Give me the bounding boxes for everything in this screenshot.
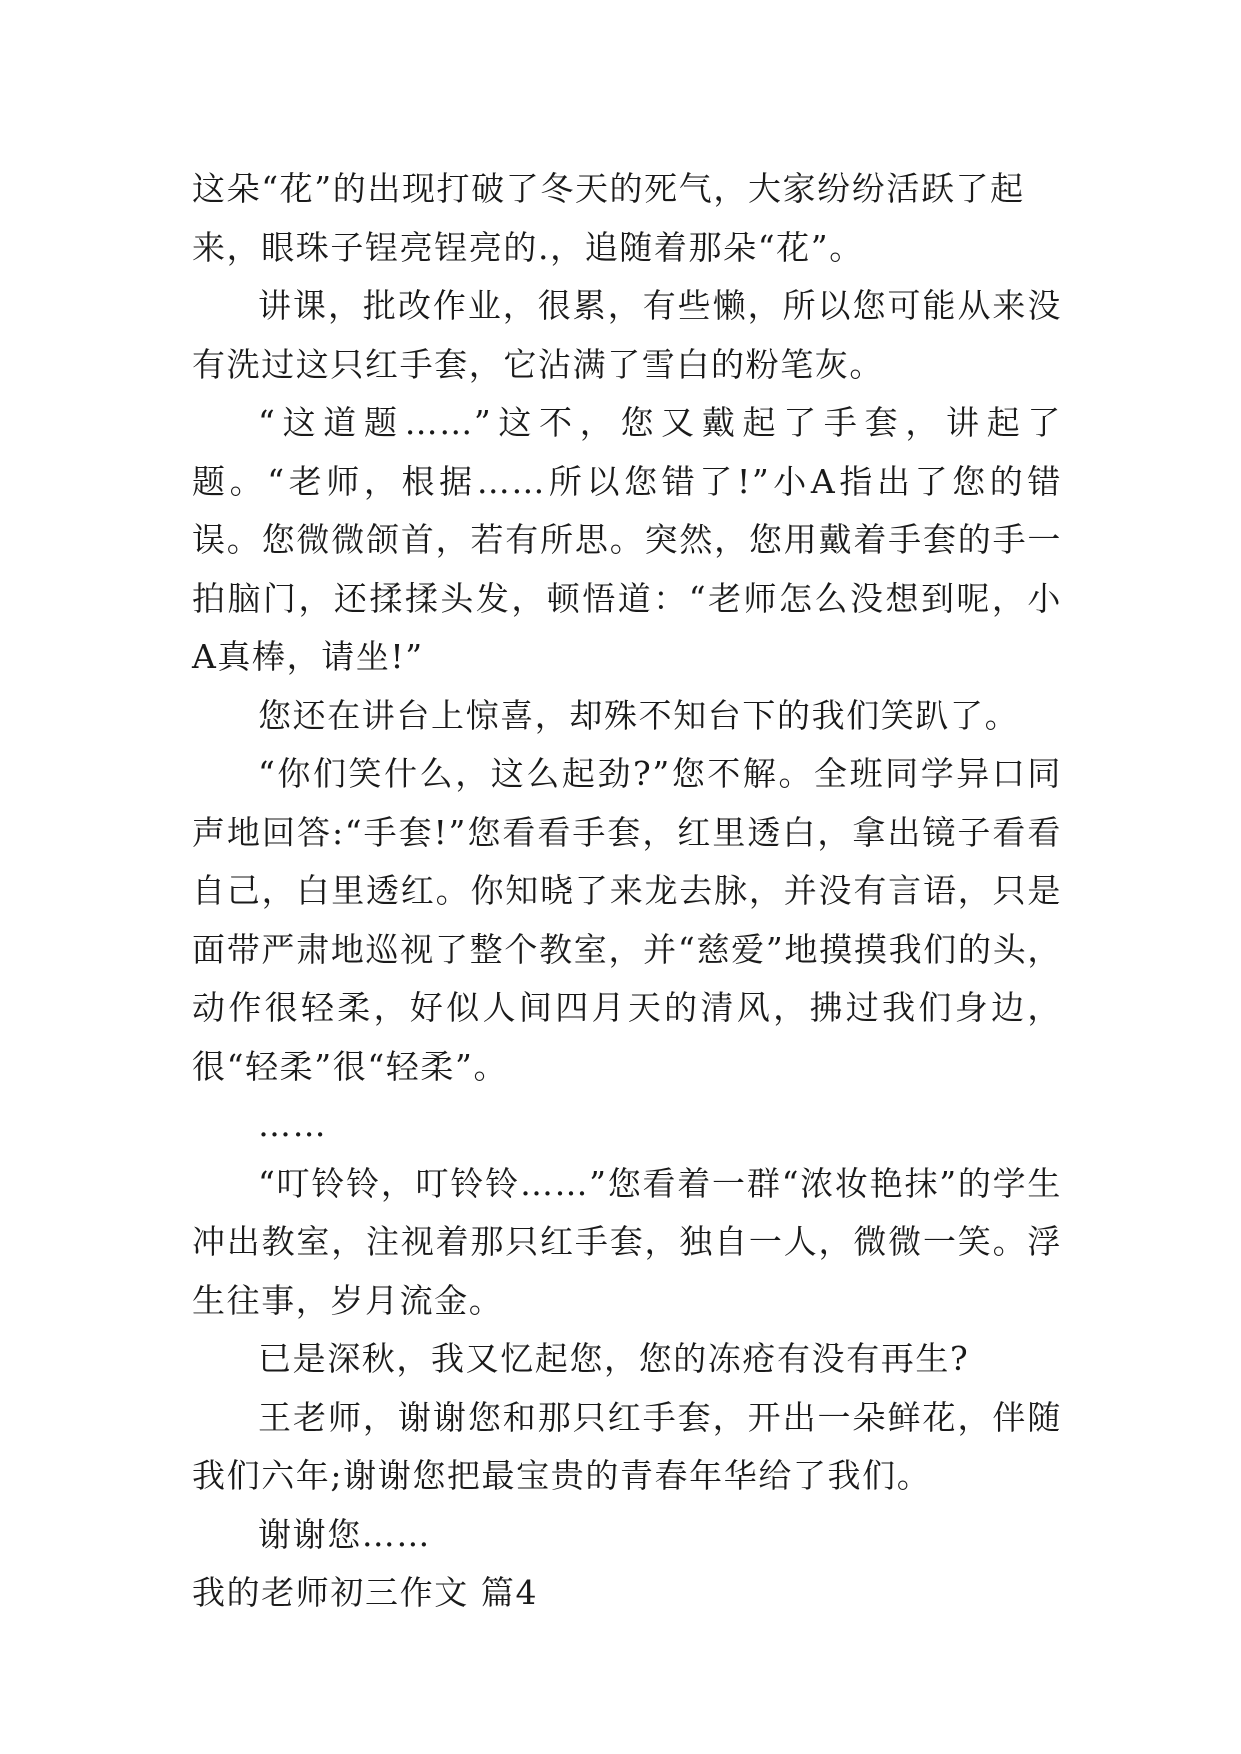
essay-body bbox=[192, 160, 1062, 1623]
paragraph-surprise: 您还在讲台上惊喜，却殊不知台下的我们笑趴了。 bbox=[258, 695, 1020, 735]
paragraph-lecture: 讲课，批改作业，很累，有些懒，所以您可能从来没有洗过这只红手套，它沾满了雪白的粉笔灰。 bbox=[192, 286, 1062, 384]
paragraph-thanks-teacher: 王老师，谢谢您和那只红手套，开出一朵鲜花，伴随我们六年;谢谢您把最宝贵的青春年华给了我们。 bbox=[192, 1397, 1062, 1495]
paragraph-autumn: 已是深秋，我又忆起您，您的冻疮有没有再生? bbox=[258, 1339, 970, 1378]
paragraph-question: “这道题……”这不，您又戴起了手套，讲起了题。“老师，根据……所以您错了!”小A指出了您的错误。您微微颌首，若有所思。突然，您用戴着手套的手一拍脑门，还揉揉头发，顿悟道：“老师怎么没想到呢，小A真棒，请坐!” bbox=[192, 403, 1062, 676]
section-heading: 我的老师初三作文 篇4 bbox=[192, 1573, 539, 1612]
paragraph-ellipsis: …… bbox=[258, 1105, 328, 1144]
paragraph-bell: “叮铃铃，叮铃铃……”您看着一群“浓妆艳抹”的学生冲出教室，注视着那只红手套，独自一人，微微一笑。浮生往事，岁月流金。 bbox=[192, 1163, 1062, 1320]
continued-paragraph: 这朵“花”的出现打破了冬天的死气，大家纷纷活跃了起来，眼珠子锃亮锃亮的.，追随着那朵“花”。 bbox=[192, 169, 1025, 267]
paragraph-thank-you: 谢谢您…… bbox=[258, 1514, 431, 1554]
paragraph-laugh: “你们笑什么，这么起劲?”您不解。全班同学异口同声地回答:“手套!”您看看手套，红里透白，拿出镜子看看自己，白里透红。你知晓了来龙去脉，并没有言语，只是面带严肃地巡视了整个教室，并“慈爱”地摸摸我们的头，动作很轻柔，好似人间四月天的清风，拂过我们身边，很“轻柔”很“轻柔”。 bbox=[192, 754, 1062, 1086]
